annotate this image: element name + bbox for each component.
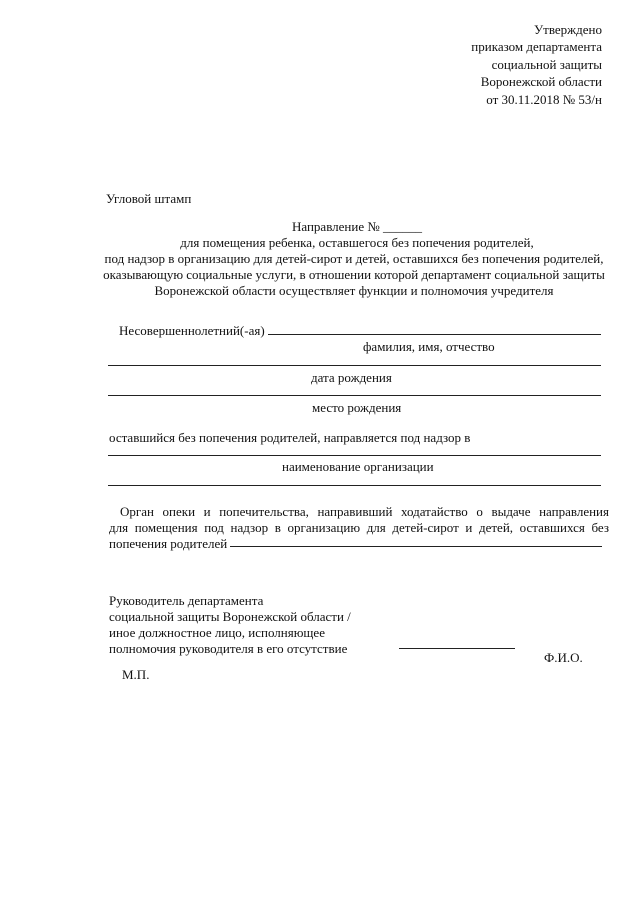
- approval-line-4: Воронежской области: [480, 74, 602, 90]
- approval-line-3: социальной защиты: [491, 56, 602, 72]
- guardianship-line-1: Орган опеки и попечительства, направивший ходатайство о выдаче направления: [120, 504, 609, 519]
- heading-line-1: для помещения ребенка, оставшегося без попечения родителей,: [180, 235, 534, 250]
- heading-line-4: Воронежской области осуществляет функции и полномочия учредителя: [154, 283, 554, 298]
- minor-label: Несовершеннолетний(-ая): [119, 323, 265, 338]
- birth-place-field-line[interactable]: [108, 395, 601, 396]
- minor-name-field-line[interactable]: [268, 334, 601, 335]
- heading-line-2: под надзор в организацию для детей-сирот и детей, оставшихся без попечения родителей,: [104, 251, 604, 266]
- heading-line-3: оказывающую социальные услуги, в отношении которой департамент социальной защиты: [103, 267, 605, 282]
- organization-field-line[interactable]: [108, 455, 601, 456]
- signature-field-line[interactable]: [399, 648, 515, 649]
- approval-line-5: от 30.11.2018 № 53/н: [486, 91, 602, 107]
- guardianship-line-2: для помещения под надзор в организацию для детей-сирот и детей, оставшихся без: [109, 520, 609, 535]
- caption-organization-name: наименование организации: [282, 459, 434, 474]
- caption-birth-date: дата рождения: [311, 370, 392, 385]
- signatory-block: [109, 593, 351, 657]
- seal-label: М.П.: [122, 667, 150, 682]
- left-without-care-text: оставшийся без попечения родителей, направляется под надзор в: [109, 430, 471, 445]
- corner-stamp-label: Угловой штамп: [106, 191, 192, 206]
- guardianship-line-3: попечения родителей: [109, 536, 228, 551]
- caption-full-name: фамилия, имя, отчество: [363, 339, 495, 354]
- caption-birth-place: место рождения: [312, 400, 402, 415]
- approval-line-2: приказом департамента: [471, 39, 602, 55]
- signatory-line-1: Руководитель департамента: [109, 593, 264, 608]
- approval-block: [471, 21, 602, 108]
- signatory-line-4: полномочия руководителя в его отсутствие: [109, 641, 348, 656]
- full-name-label: Ф.И.О.: [544, 650, 583, 665]
- birth-date-field-line[interactable]: [108, 365, 601, 366]
- signatory-line-2: социальной защиты Воронежской области /: [109, 609, 351, 624]
- document-title: Направление № ______: [291, 219, 423, 234]
- guardianship-authority-field-line[interactable]: [230, 546, 602, 547]
- signatory-line-3: иное должностное лицо, исполняющее: [109, 625, 325, 640]
- approval-line-1: Утверждено: [533, 22, 602, 37]
- organization-field-line-2[interactable]: [108, 485, 601, 486]
